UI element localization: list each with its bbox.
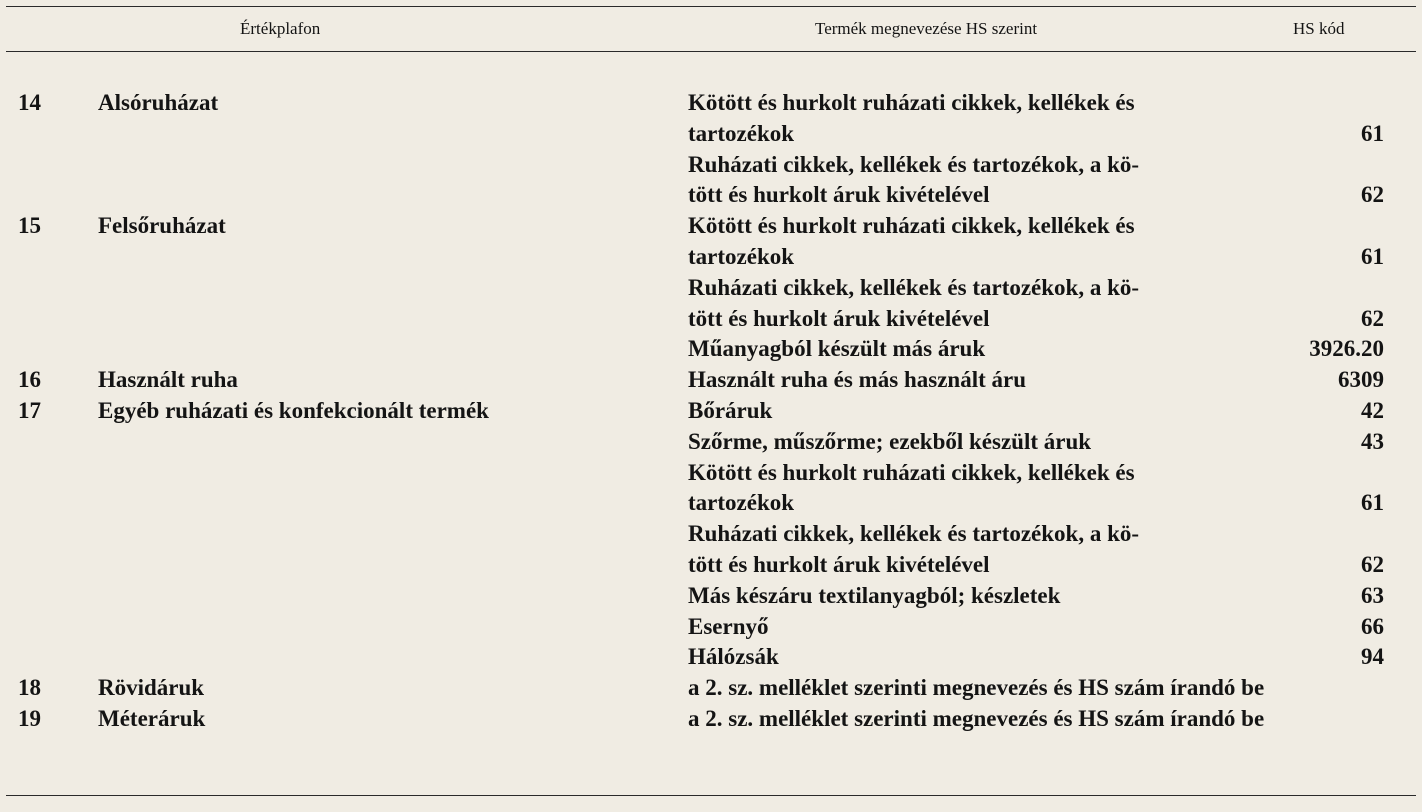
product-description-line: Kötött és hurkolt ruházati cikkek, kellékek és: [688, 213, 1135, 239]
hs-code: 3926.20: [1309, 336, 1384, 362]
row-category: Felsőruházat: [98, 213, 226, 239]
product-description-line: tartozékok: [688, 490, 795, 516]
product-description-line: Ruházati cikkek, kellékek és tartozékok, a kö-: [688, 151, 1140, 177]
product-description-line: Esernyő: [688, 613, 769, 639]
product-description-line: Bőráruk: [688, 398, 773, 423]
product-description-line: Ruházati cikkek, kellékek és tartozékok, a kö-: [688, 274, 1140, 300]
row-category: Rövidáruk: [98, 675, 205, 701]
product-description-line: Más készáru textilanyagból; készletek: [688, 582, 1061, 608]
product-description-line: tartozékok: [688, 244, 795, 269]
header-value-ceiling: Értékplafon: [240, 19, 321, 38]
hs-code: 62: [1361, 305, 1384, 331]
hs-code: 43: [1361, 428, 1384, 454]
row-category: Használt ruha: [98, 367, 238, 393]
product-description-line: tartozékok: [688, 120, 795, 146]
product-description-line: Kötött és hurkolt ruházati cikkek, kellékek és: [688, 459, 1135, 485]
product-description-line: Használt ruha és más használt áru: [688, 367, 1026, 393]
product-description-line: tött és hurkolt áruk kivételével: [688, 305, 990, 331]
product-description-line: tött és hurkolt áruk kivételével: [688, 552, 990, 577]
hs-code: 6309: [1338, 367, 1384, 393]
table-top-rule: [6, 6, 1416, 7]
product-description-line: a 2. sz. melléklet szerinti megnevezés és HS szám írandó be: [688, 675, 1265, 701]
product-description-line: Kötött és hurkolt ruházati cikkek, kellékek és: [688, 90, 1135, 115]
product-description-line: tött és hurkolt áruk kivételével: [688, 182, 990, 208]
hs-code: 62: [1361, 182, 1384, 208]
row-number: 15: [18, 213, 41, 239]
product-description-line: a 2. sz. melléklet szerinti megnevezés és HS szám írandó be: [688, 706, 1265, 731]
product-description-line: Szőrme, műszőrme; ezekből készült áruk: [688, 428, 1092, 454]
hs-code: 42: [1361, 398, 1384, 423]
hs-code: 66: [1361, 613, 1384, 639]
header-bottom-rule: [6, 51, 1416, 52]
row-number: 16: [18, 367, 41, 393]
row-category: Alsóruházat: [98, 90, 219, 115]
hs-code: 63: [1361, 582, 1384, 608]
table-bottom-rule: [6, 795, 1416, 796]
product-description-line: Műanyagból készült más áruk: [688, 336, 986, 362]
header-hs-code: HS kód: [1293, 19, 1345, 38]
row-number: 19: [18, 706, 41, 731]
row-number: 14: [18, 90, 41, 115]
hs-code: 61: [1361, 120, 1384, 146]
hs-code: 94: [1361, 644, 1384, 670]
hs-code: 61: [1361, 490, 1384, 516]
row-category: Egyéb ruházati és konfekcionált termék: [98, 398, 489, 423]
row-number: 18: [18, 675, 41, 701]
hs-code: 62: [1361, 552, 1384, 577]
header-product-name: Termék megnevezése HS szerint: [815, 19, 1038, 38]
hs-code: 61: [1361, 244, 1384, 269]
product-description-line: Hálózsák: [688, 644, 779, 670]
row-number: 17: [18, 398, 41, 423]
row-category: Méteráruk: [98, 706, 206, 731]
product-description-line: Ruházati cikkek, kellékek és tartozékok, a kö-: [688, 521, 1140, 547]
